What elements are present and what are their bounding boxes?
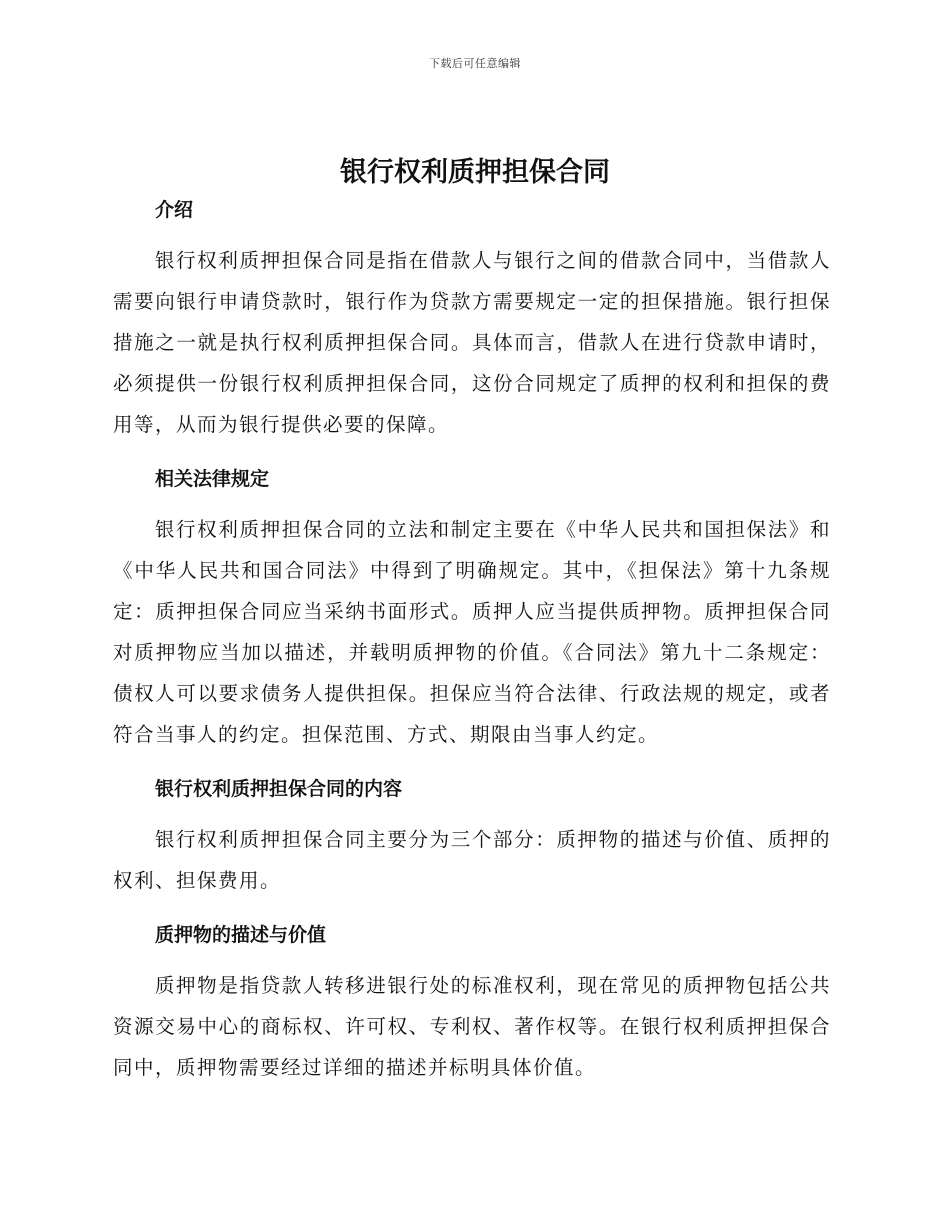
section-heading-legal: 相关法律规定	[155, 468, 270, 490]
section-paragraph-intro: 银行权利质押担保合同是指在借款人与银行之间的借款合同中，当借款人需要向银行申请贷款时，银行作为贷款方需要规定一定的担保措施。银行担保措施之一就是执行权利质押担保合同。具体而言，借款人在进行贷款申请时，必须提供一份银行权利质押担保合同，这份合同规定了质押的权利和担保的费用等，从而为银行提供必要的保障。	[113, 249, 831, 436]
section-paragraph-collateral: 质押物是指贷款人转移进银行处的标准权利，现在常见的质押物包括公共资源交易中心的商标权、许可权、专利权、著作权等。在银行权利质押担保合同中，质押物需要经过详细的描述并标明具体价值。	[113, 974, 831, 1079]
document-body	[113, 190, 831, 1088]
section-heading-collateral: 质押物的描述与价值	[155, 924, 327, 946]
section-heading-contents: 银行权利质押担保合同的内容	[155, 778, 403, 800]
section-paragraph-legal: 银行权利质押担保合同的立法和制定主要在《中华人民共和国担保法》和《中华人民共和国合同法》中得到了明确规定。其中，《担保法》第十九条规定：质押担保合同应当采纳书面形式。质押人应当提供质押物。质押担保合同对质押物应当加以描述，并载明质押物的价值。《合同法》第九十二条规定：债权人可以要求债务人提供担保。担保应当符合法律、行政法规的规定，或者符合当事人的约定。担保范围、方式、期限由当事人约定。	[113, 518, 831, 746]
header-note: 下载后可任意编辑	[429, 57, 521, 70]
section-paragraph-contents: 银行权利质押担保合同主要分为三个部分：质押物的描述与价值、质押的权利、担保费用。	[113, 828, 831, 892]
document-title: 银行权利质押担保合同	[340, 157, 610, 188]
section-heading-intro: 介绍	[155, 199, 194, 221]
